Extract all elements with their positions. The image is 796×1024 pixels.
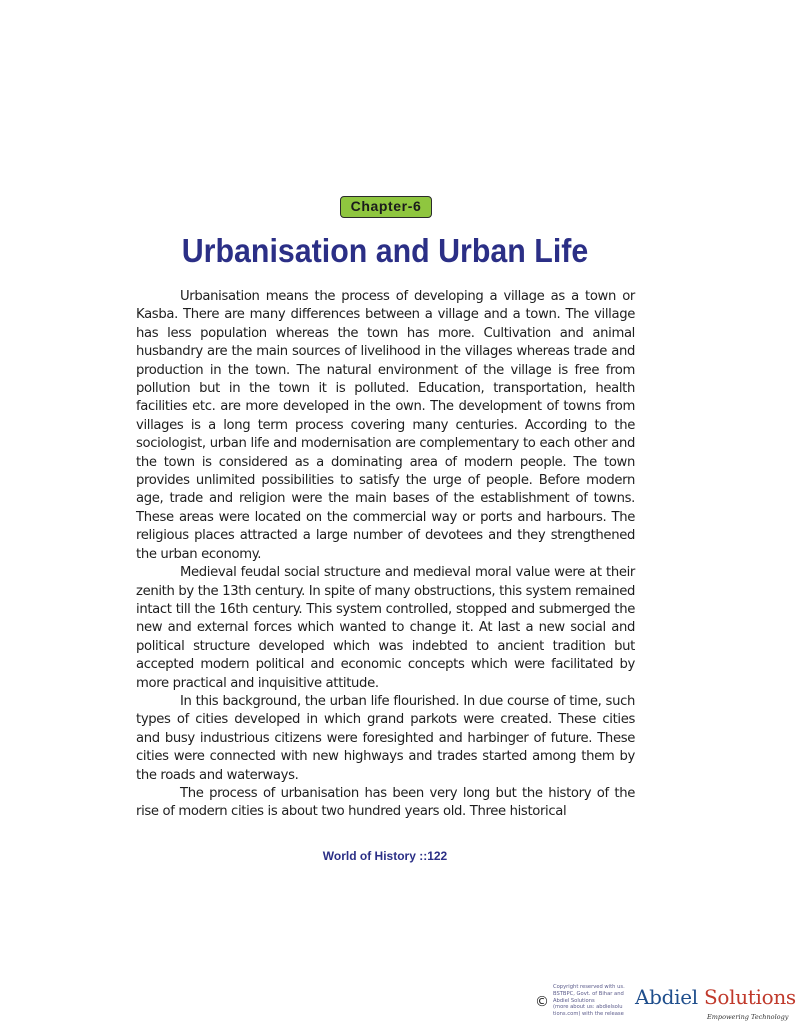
chapter-badge: Chapter-6 [340,196,432,218]
paragraph: Urbanisation means the process of developing a village as a town or Kasba. There are many differences between a village and a town. The village has less population whereas the town has more. Cultivation and animal husbandry are the main sources of livelihood in the villages whereas trade and production in the town. The natural environment of the village is free from pollution but in the town it is polluted. Education, transportation, health facilities etc. are more developed in the own. The development of towns from villages is a long term process covering many centuries. According to the sociologist, urban life and modernisation are complementary to each other and the town is considered as a dominating area of modern people. The town provides unlimited possibilities to satisfy the urge of people. Before modern age, trade and religion were the main bases of the establishment of towns. These areas were located on the commercial way or ports and harbours. The religious places attracted a large number of devotees and they strengthened the urban economy. [136,289,635,562]
publisher-watermark [533,982,796,1024]
paragraph: The process of urbanisation has been very long but the history of the rise of modern cities is about two hundred years old. Three historical [136,785,635,820]
copyright-icon: © [535,994,549,1010]
paragraph: Medieval feudal social structure and medieval moral value were at their zenith by the 13th century. In spite of many obstructions, this system remained intact till the 16th century. This system controlled, stopped and submerged the new and external forces which wanted to change it. At last a new social and political structure developed which was indebted to ancient tradition but accepted modern political and economic concepts which were facilitated by more practical and inquisitive attitude. [136,565,635,691]
copyright-notice [553,984,635,1018]
notice-line: BSTBPC, Govt. of Bihar and [553,990,624,997]
paragraph: In this background, the urban life flourished. In due course of time, such types of cities developed in which grand parkots were created. These cities and busy industrious citizens were foresighted and harbinger of future. These cities were connected with new highways and trades started among them by the roads and waterways. [136,693,635,783]
brand-first: Abdiel [635,985,698,1009]
chapter-body [136,288,635,822]
page-footer: World of History ::122 [322,849,448,863]
chapter-title: Urbanisation and Urban Life [181,232,589,269]
brand-tagline: Empowering Technology [707,1013,789,1021]
notice-line: (more about us: abdielsolu [553,1004,623,1011]
brand-second: Solutions [703,985,796,1009]
brand-logo [635,985,796,1009]
notice-line: Copyright reserved with us. [553,984,625,990]
notice-line: Abdiel Solutions [553,997,595,1004]
notice-line: tions.com) with the release [553,1011,624,1018]
